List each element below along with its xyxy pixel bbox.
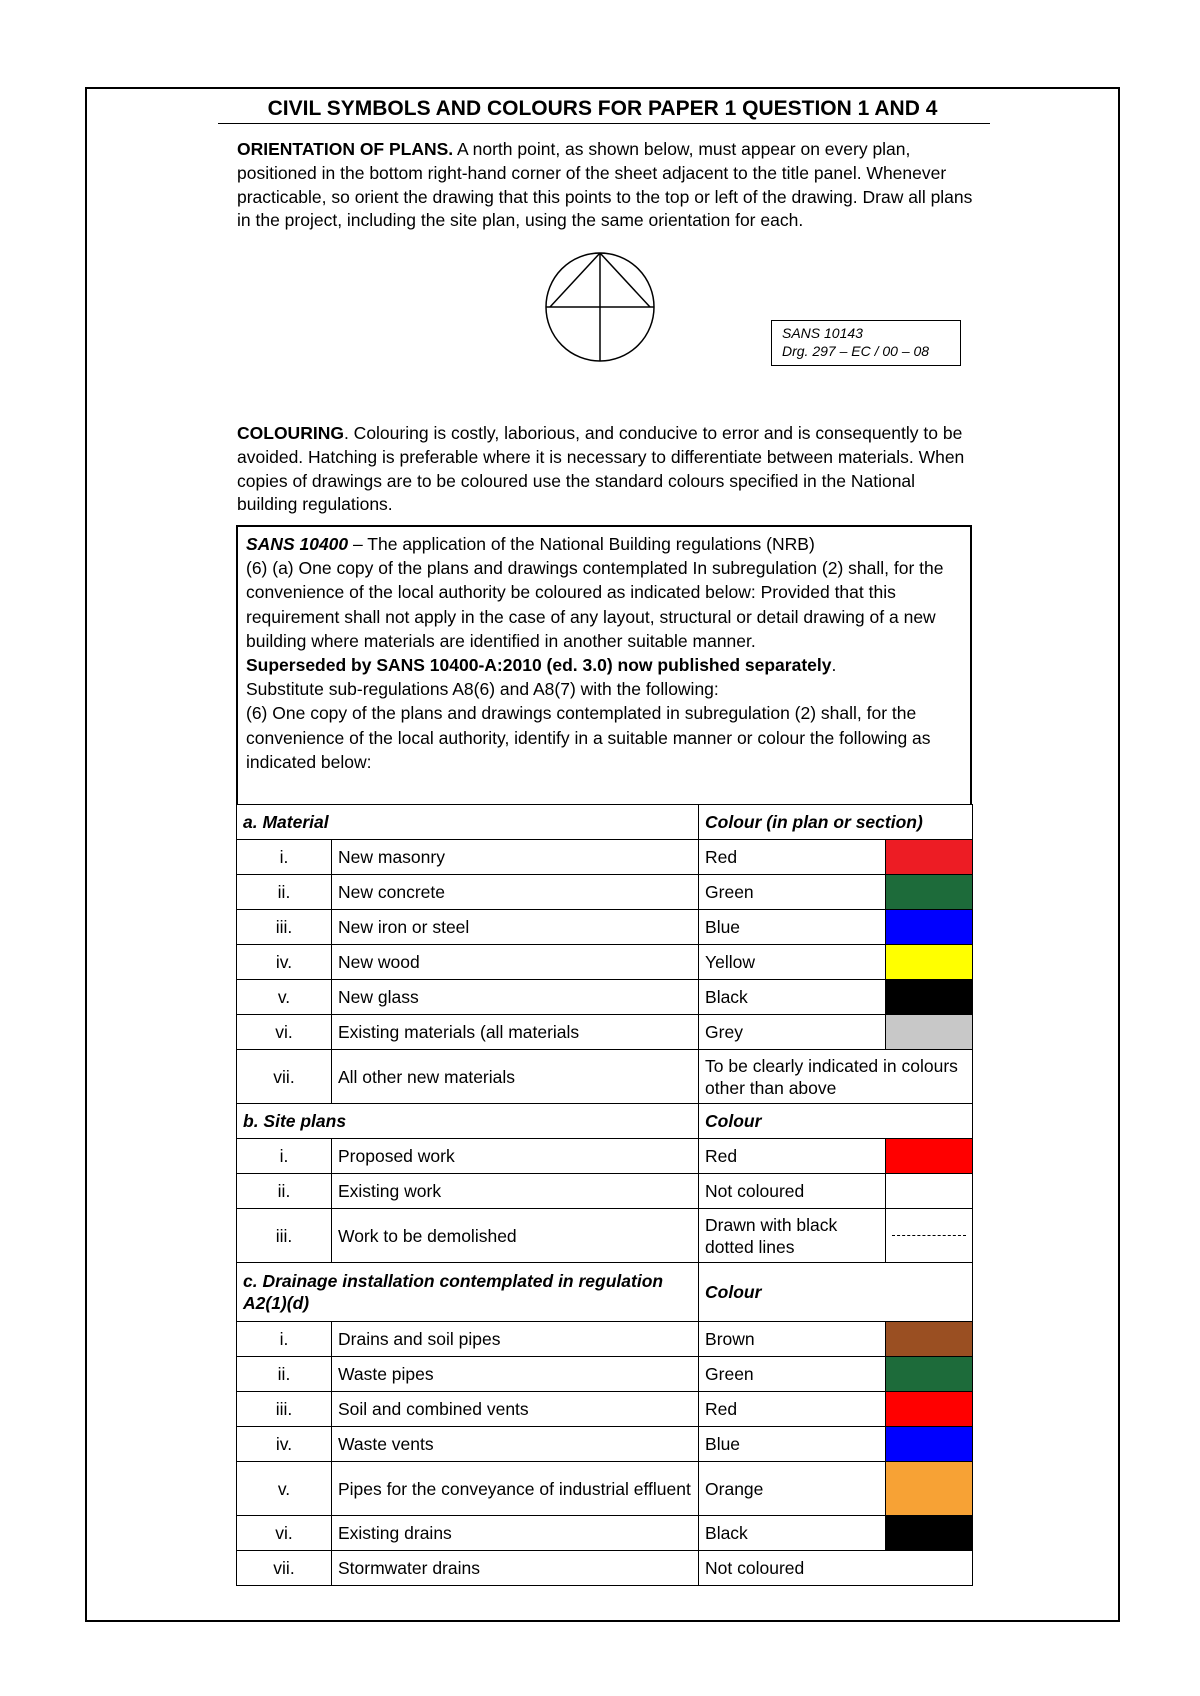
row-colour: Brown <box>699 1322 886 1357</box>
row-number: iii. <box>237 1392 332 1427</box>
row-item: Existing work <box>332 1174 699 1209</box>
colour-swatch <box>886 1015 973 1050</box>
section-header-material <box>237 805 973 840</box>
orientation-heading: ORIENTATION OF PLANS. <box>237 139 454 159</box>
section-title: b. Site plans <box>237 1104 699 1139</box>
sans-intro-line <box>246 532 962 556</box>
page-title: CIVIL SYMBOLS AND COLOURS FOR PAPER 1 QUESTION 1 AND 4 <box>267 97 938 120</box>
substitute-text: Substitute sub-regulations A8(6) and A8(7) with the following: <box>246 679 719 700</box>
row-colour: Black <box>699 1516 886 1551</box>
row-item: Waste pipes <box>332 1357 699 1392</box>
colour-swatch <box>886 945 973 980</box>
colour-swatch <box>886 1427 973 1462</box>
colour-header: Colour <box>699 1263 973 1322</box>
row-number: v. <box>237 1462 332 1516</box>
row-number: iii. <box>237 1209 332 1263</box>
row-item: Waste vents <box>332 1427 699 1462</box>
row-colour: Yellow <box>699 945 886 980</box>
row-item: Existing drains <box>332 1516 699 1551</box>
colour-swatch <box>886 1174 973 1209</box>
reference-line-2: Drg. 297 – EC / 00 – 08 <box>782 343 930 359</box>
section-header-site-plans <box>237 1104 973 1139</box>
row-number: v. <box>237 980 332 1015</box>
row-item: New glass <box>332 980 699 1015</box>
row-number: vi. <box>237 1516 332 1551</box>
row-colour: Green <box>699 875 886 910</box>
row-colour: Not coloured <box>699 1174 886 1209</box>
row-item: Stormwater drains <box>332 1551 699 1586</box>
row-colour: Drawn with black dotted lines <box>699 1209 886 1263</box>
row-number: ii. <box>237 875 332 910</box>
colour-header: Colour <box>699 1104 973 1139</box>
orientation-text: A north point, as shown below, must appear on every plan, positioned in the bottom right-hand corner of the sheet adjacent to the title panel. Whenever practicable, so orient the drawing that this points to the top or left of the drawing. Draw all plans in the project, including the site plan, using the same orientation for each. <box>237 139 973 231</box>
row-item: New masonry <box>332 840 699 875</box>
row-number: ii. <box>237 1357 332 1392</box>
table-row <box>237 1516 973 1551</box>
row-item: Proposed work <box>332 1139 699 1174</box>
table-row <box>237 1427 973 1462</box>
row-number: ii. <box>237 1174 332 1209</box>
section-title: a. Material <box>237 805 699 840</box>
sans-intro: – The application of the National Building regulations (NRB) <box>348 534 815 554</box>
row-item: Existing materials (all materials <box>332 1015 699 1050</box>
colour-swatch <box>886 875 973 910</box>
colour-swatch <box>886 840 973 875</box>
table-row <box>237 1174 973 1209</box>
orientation-paragraph <box>237 138 977 233</box>
reference-line-1: SANS 10143 <box>782 325 863 341</box>
title-underline <box>218 123 990 124</box>
colouring-paragraph <box>237 422 977 517</box>
row-colour: Red <box>699 1139 886 1174</box>
superseded-line <box>246 653 962 677</box>
row-number: vii. <box>237 1050 332 1104</box>
dotted-line-icon <box>892 1235 966 1236</box>
row-number: iv. <box>237 945 332 980</box>
row-number: vii. <box>237 1551 332 1586</box>
row-number: i. <box>237 840 332 875</box>
row-number: iv. <box>237 1427 332 1462</box>
table-row <box>237 1050 973 1104</box>
row-colour: Red <box>699 840 886 875</box>
sans-code: SANS 10400 <box>246 534 349 554</box>
colour-header: Colour (in plan or section) <box>699 805 973 840</box>
row-item: Pipes for the conveyance of industrial effluent <box>332 1462 699 1516</box>
colour-swatch <box>886 1139 973 1174</box>
row-colour: Blue <box>699 1427 886 1462</box>
row-colour: Red <box>699 1392 886 1427</box>
drawing-reference-box <box>771 320 961 366</box>
row-item: Soil and combined vents <box>332 1392 699 1427</box>
table-row <box>237 1357 973 1392</box>
colour-swatch <box>886 980 973 1015</box>
row-item: Work to be demolished <box>332 1209 699 1263</box>
colour-swatch <box>886 910 973 945</box>
row-number: iii. <box>237 910 332 945</box>
colour-swatch <box>886 1392 973 1427</box>
table-row <box>237 980 973 1015</box>
row-colour: Blue <box>699 910 886 945</box>
table-row <box>237 1322 973 1357</box>
row-colour: To be clearly indicated in colours other than above <box>699 1050 973 1104</box>
colour-swatch <box>886 1462 973 1516</box>
table-row <box>237 1139 973 1174</box>
table-row <box>237 945 973 980</box>
row-number: i. <box>237 1139 332 1174</box>
row-item: New concrete <box>332 875 699 910</box>
row-item: New wood <box>332 945 699 980</box>
table-row <box>237 1209 973 1263</box>
section-header-drainage <box>237 1263 973 1322</box>
colouring-heading: COLOURING <box>237 423 344 443</box>
row-colour: Black <box>699 980 886 1015</box>
row-number: i. <box>237 1322 332 1357</box>
superseded-end: . <box>831 655 837 676</box>
section-title: c. Drainage installation contemplated in regulation A2(1)(d) <box>237 1263 699 1322</box>
regulation-text: (6) (a) One copy of the plans and drawings contemplated In subregulation (2) shall, for the convenience of the local authority be coloured as indicated below: Provided that this requirement shall not apply in the case of any layout, structural or detail drawing of a new building where materials are identified in another suitable manner. <box>246 558 944 651</box>
colour-swatch <box>886 1322 973 1357</box>
row-item: New iron or steel <box>332 910 699 945</box>
table-row <box>237 875 973 910</box>
colour-swatch <box>886 1516 973 1551</box>
dotted-line-sample <box>886 1209 973 1263</box>
row-colour: Green <box>699 1357 886 1392</box>
table-row <box>237 1551 973 1586</box>
table-row <box>237 1015 973 1050</box>
colouring-text: . Colouring is costly, laborious, and conducive to error and is consequently to be avoided. Hatching is preferable where it is necessary to differentiate between materials. When copies of drawings are to be coloured use the standard colours specified in the National building regulations. <box>237 423 965 515</box>
superseded-notice: Superseded by SANS 10400-A:2010 (ed. 3.0) now published separately <box>246 655 832 676</box>
colour-swatch <box>886 1357 973 1392</box>
new-regulation-text: (6) One copy of the plans and drawings contemplated in subregulation (2) shall, for the convenience of the local authority, identify in a suitable manner or colour the following as indicated below: <box>246 703 931 772</box>
row-item: Drains and soil pipes <box>332 1322 699 1357</box>
row-number: vi. <box>237 1015 332 1050</box>
table-row <box>237 1462 973 1516</box>
table-row <box>237 1392 973 1427</box>
colour-table <box>236 804 973 1586</box>
row-colour: Grey <box>699 1015 886 1050</box>
table-row <box>237 910 973 945</box>
row-colour: Orange <box>699 1462 886 1516</box>
row-colour: Not coloured <box>699 1551 973 1586</box>
table-row <box>237 840 973 875</box>
north-point-icon <box>543 250 657 364</box>
row-item: All other new materials <box>332 1050 699 1104</box>
sans-10400-box <box>236 525 972 805</box>
